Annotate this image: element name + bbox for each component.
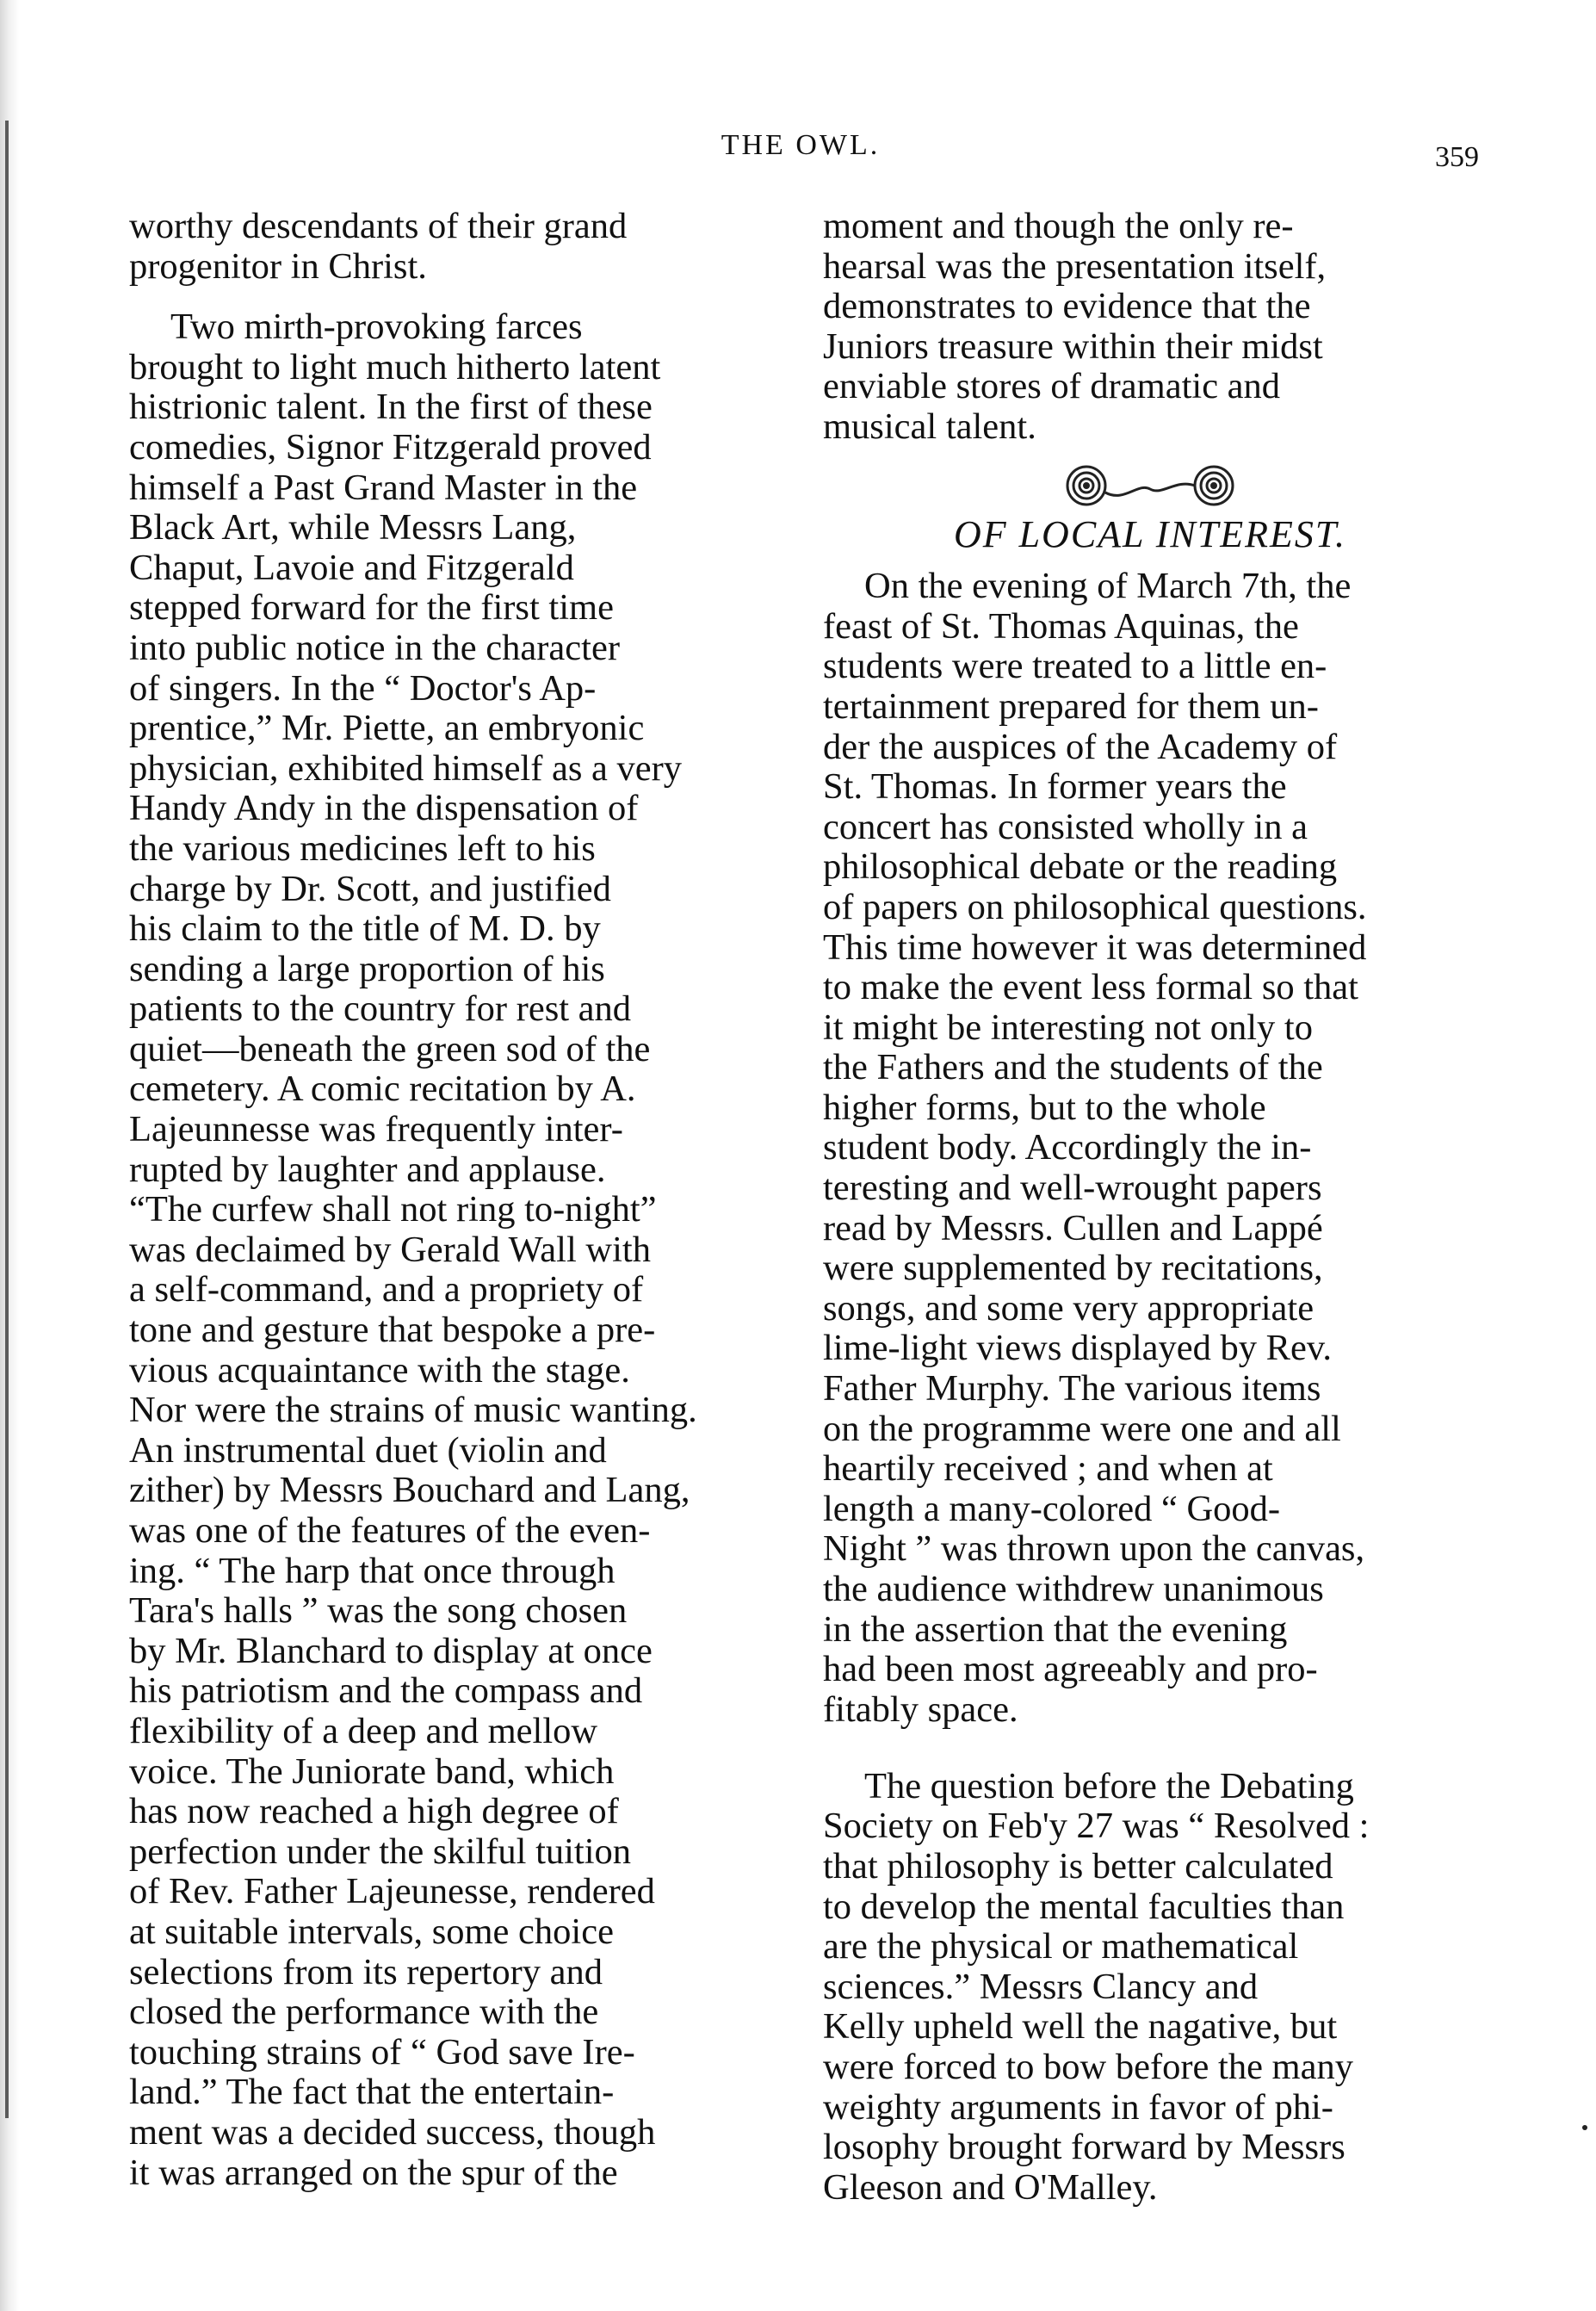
left-paragraph-1: worthy descendants of their grand progenitor in Christ. bbox=[129, 206, 628, 287]
page-binding-shadow bbox=[5, 121, 9, 2118]
right-paragraph-3: The question before the Debating Society on Feb'y 27 was “ Resolved : that philosophy is better calculated to develop the mental faculties than are the physical or mathematical sciences.” Messrs Clancy and Kelly upheld well the nagative, but were forced to bow before the many weighty arguments in favor of phi- losophy brought forward by Messrs Gleeson and O'Malley. bbox=[823, 1765, 1370, 2208]
left-paragraph-2: Two mirth-provoking farces brought to light much hitherto latent histrionic talent. In the first of these comedies, Signor Fitzgerald proved himself a Past Grand Master in the Black Art, while Messrs Lang, Chaput, Lavoie and Fitzgerald stepped forward for the first time into public notice in the character of singers. In the “ Doctor's Ap- prentice,” Mr. Piette, an embryonic physician, exhibited himself as a very Handy Andy in the dispensation of the various medicines left to his charge by Dr. Scott, and justified his claim to the title of M. D. by sending a large proportion of his patients to the country for rest and quiet—beneath the green sod of the cemetery. A comic recitation by A. Lajeunnesse was frequently inter- rupted by laughter and applause. “The curfew shall not ring to-night” was declaimed by Gerald Wall with a self-command, and a propriety of tone and gesture that bespoke a pre- vious acquaintance with the stage. Nor were the strains of music wanting. An instrumental duet (violin and zither) by Messrs Bouchard and Lang, was one of the features of the even- ing. “ The harp that once through Tara's halls ” was the song chosen by Mr. Blanchard to display at once his patriotism and the compass and flexibility of a deep and mellow voice. The Juniorate band, which has now reached a high degree of perfection under the skilful tuition of Rev. Father Lajeunesse, rendered at suitable intervals, some choice selections from its repertory and closed the performance with the touching strains of “ God save Ire- land.” The fact that the entertain- ment was a decided success, though it was arranged on the spur of the bbox=[129, 307, 697, 2193]
ink-speck bbox=[1582, 2125, 1587, 2130]
right-paragraph-1: moment and though the only re- hearsal was the presentation itself, demonstrates to evidence that the Juniors treasure within their midst enviable stores of dramatic and musical talent. bbox=[823, 206, 1327, 447]
right-paragraph-2: On the evening of March 7th, the feast of St. Thomas Aquinas, the students were treated to a little en- tertainment prepared for them un- der the auspices of the Academy of St. Thomas. In former years the concert has consisted wholly in a philosophical debate or the reading of papers on philosophical questions. This time however it was determined to make the event less formal so that it might be interesting not only to the Fathers and the students of the higher forms, but to the whole student body. Accordingly the in- teresting and well-wrought papers read by Messrs. Cullen and Lappé were supplemented by recitations, songs, and some very appropriate lime-light views displayed by Rev. Father Murphy. The various items on the programme were one and all heartily received ; and when at length a many-colored “ Good- Night ” was thrown upon the canvas, the audience withdrew unanimous in the assertion that the evening had been most agreeably and pro- fitably space. bbox=[823, 566, 1367, 1730]
right-column bbox=[823, 207, 1477, 2245]
running-head: THE OWL. bbox=[721, 129, 881, 161]
double-spiral-ornament-icon bbox=[1055, 460, 1245, 511]
page-number: 359 bbox=[1435, 141, 1479, 173]
left-column bbox=[129, 207, 783, 2230]
page-binding-edge bbox=[0, 0, 19, 2311]
section-heading: OF LOCAL INTEREST. bbox=[953, 512, 1347, 555]
